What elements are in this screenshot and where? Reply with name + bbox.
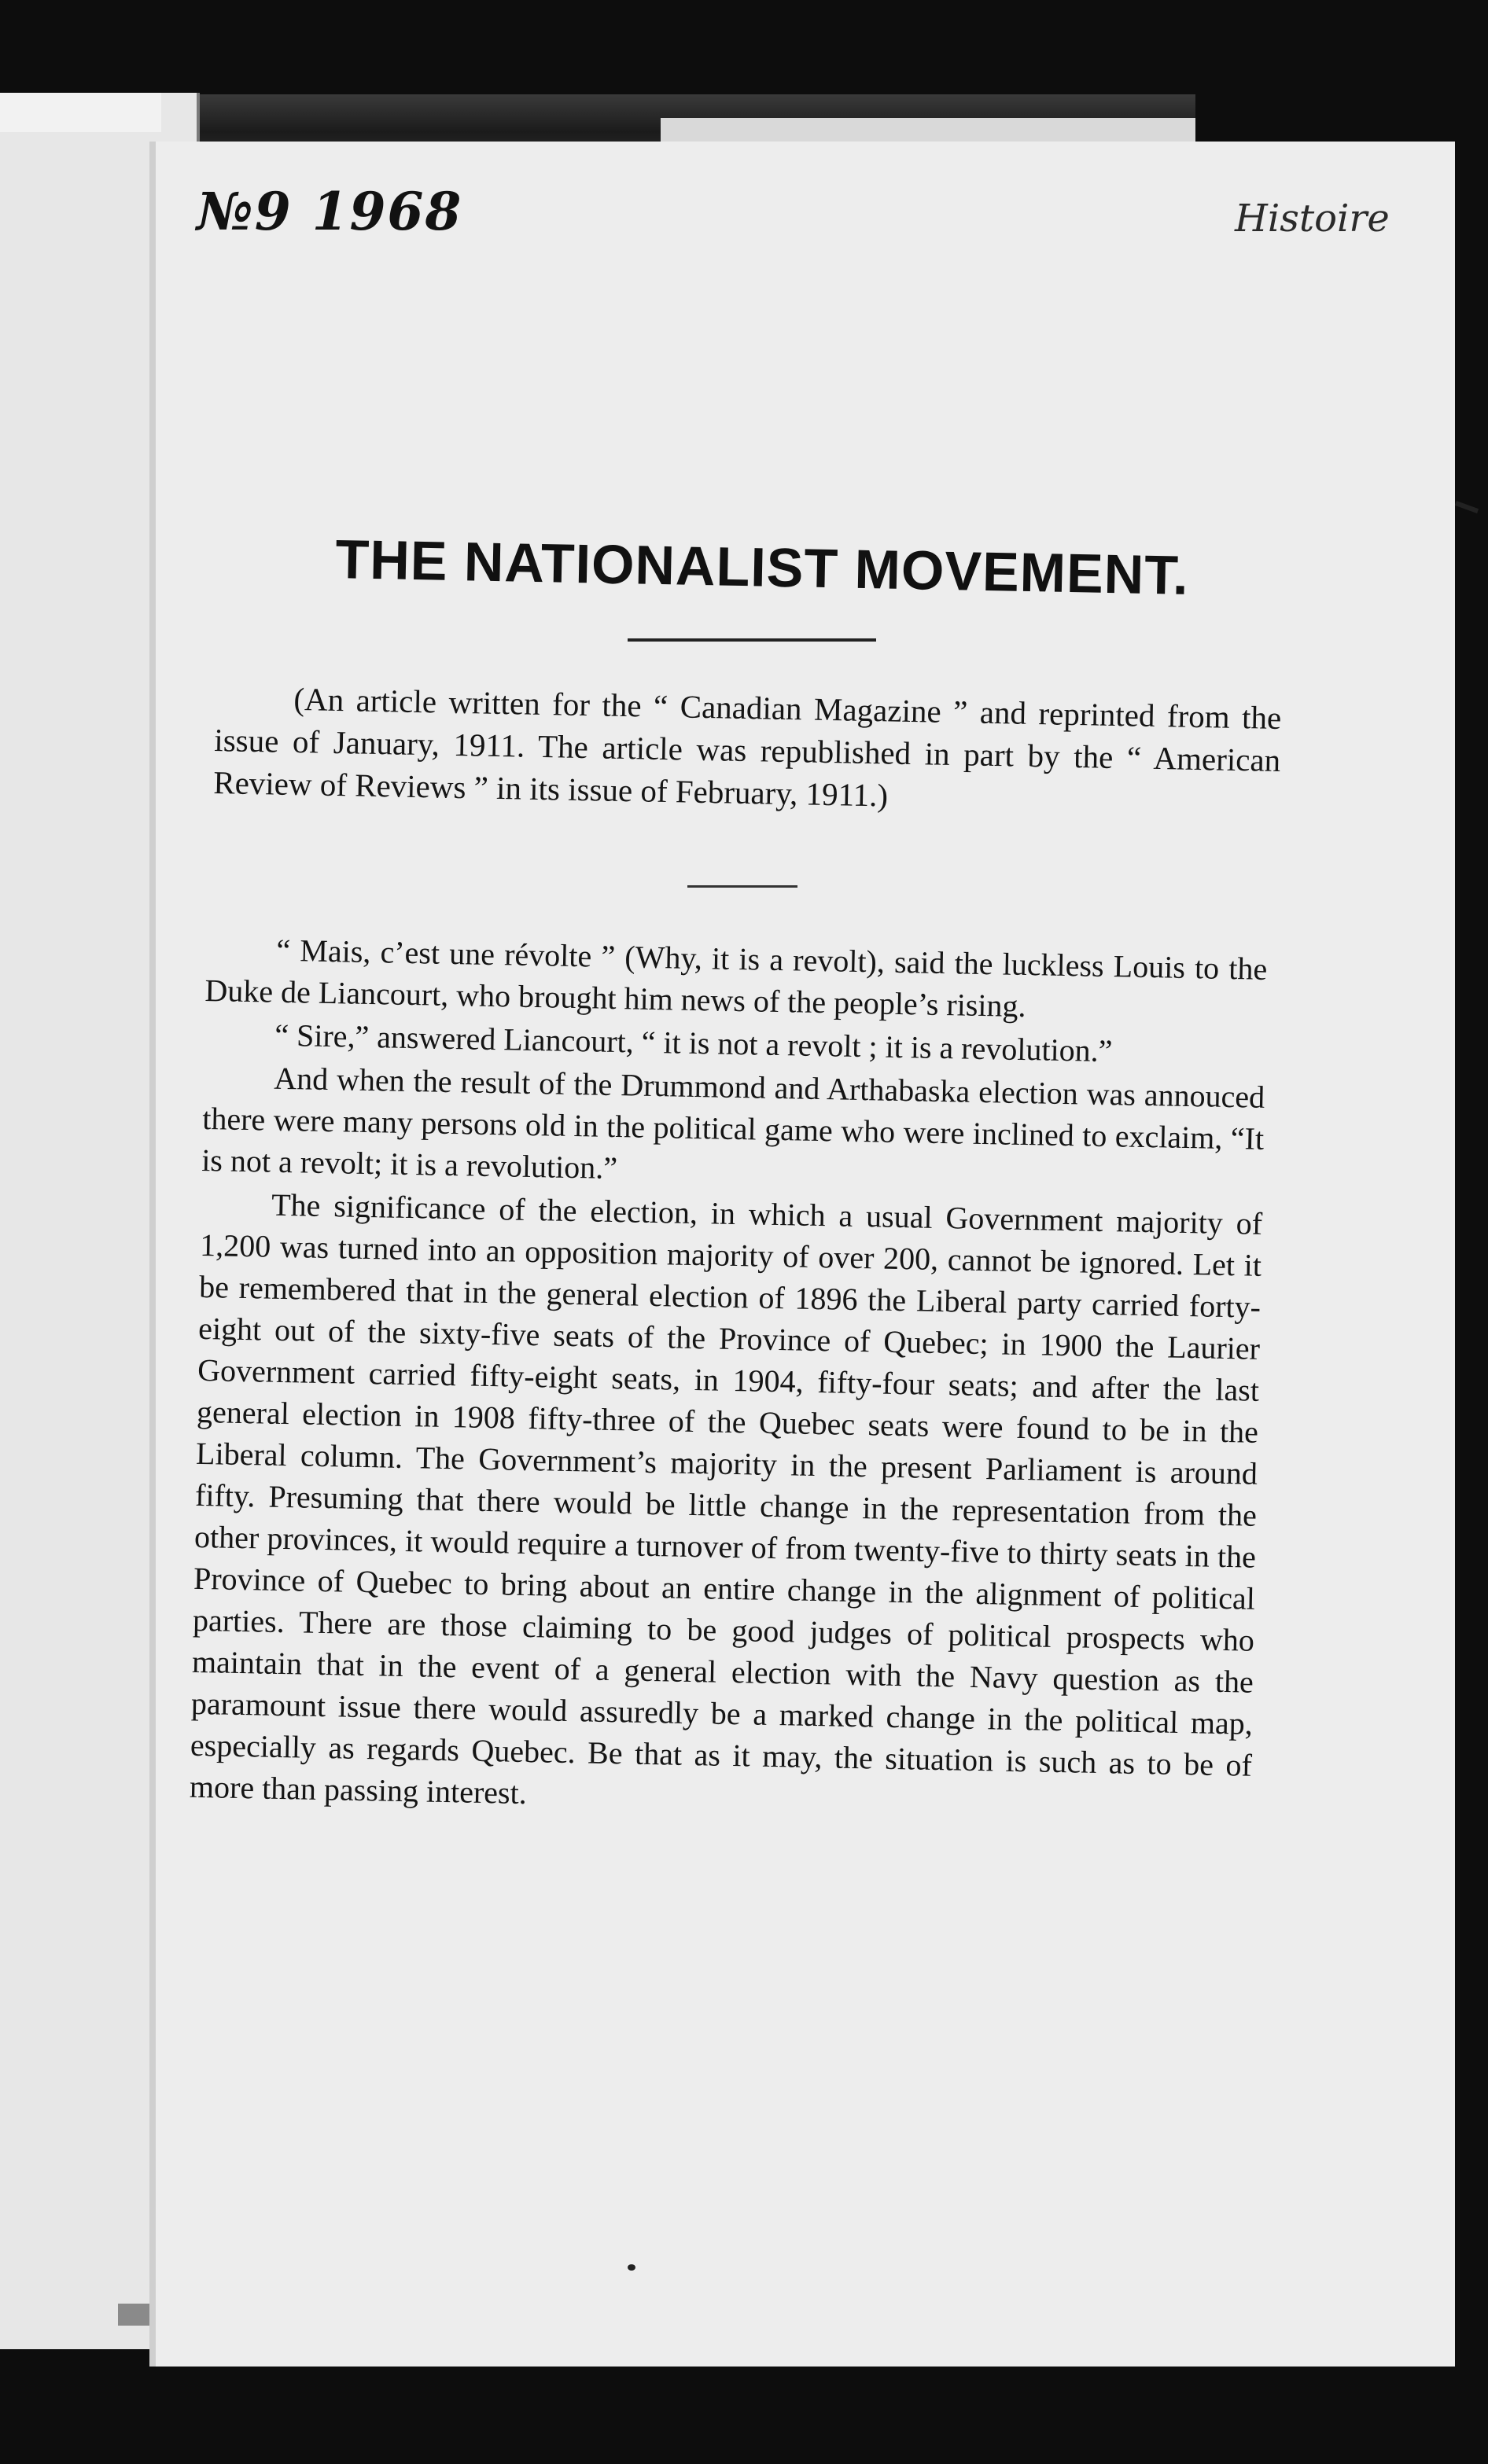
paragraph: “ Mais, c’est une révolte ” (Why, it is a revolt), said the luckless Louis to the Duke de Liancourt, who brought him news of the people’s rising.: [204, 932, 1268, 1024]
adjacent-page-edge: [0, 93, 161, 132]
page-title: THE NATIONALIST MOVEMENT.: [334, 528, 1190, 606]
article-body: [189, 928, 1267, 1830]
page-edge-mark: [1455, 501, 1479, 513]
section-divider: [687, 885, 797, 888]
article-note: (An article written for the “ Canadian Magazine ” and reprinted from the issue of January, 1911. The article was republished in part by the “ American Review of Reviews ” in its issue of February, 1911.): [212, 680, 1282, 814]
page-dot-mark: [628, 2264, 635, 2271]
handwritten-catalog-number: №9 1968: [197, 181, 463, 242]
title-divider: [628, 638, 876, 642]
paragraph: “ Sire,” answered Liancourt, “ it is not a revolt ; it is a revolution.”: [274, 1017, 1113, 1069]
handwritten-annotation: Histoire: [1235, 197, 1390, 241]
document-page: [149, 142, 1455, 2367]
paragraph: The significance of the election, in which a usual Government majority of 1,200 was turned into an opposition majority of over 200, cannot be ignored. Let it be remembered that in the general election of 1896 the Liberal party carried forty-eight out of the sixty-five seats of the Province of Quebec; in 1900 the Laurier Government carried fifty-eight seats, in 1904, fifty-four seats; and after the last general election in 1908 fifty-three of the Quebec seats were found to be in the Liberal column. The Government’s majority in the present Parliament is around fifty. Presuming that there would be little change in the representation from the other provinces, it would require a turnover of from twenty-five to thirty seats in the Province of Quebec to bring about an entire change in the alignment of political parties. There are those claiming to be good judges of political prospects who maintain that in the event of a general election with the Navy question as the paramount issue there would assuredly be a marked change in the political map, especially as regards Quebec. Be that as it may, the situation is such as to be of more than passing interest.: [189, 1186, 1263, 1811]
paragraph: And when the result of the Drummond and Arthabaska election was annouced there were many persons old in the political game who were inclined to exclaim, “It is not a revolt; it is a revolution.”: [201, 1060, 1265, 1186]
